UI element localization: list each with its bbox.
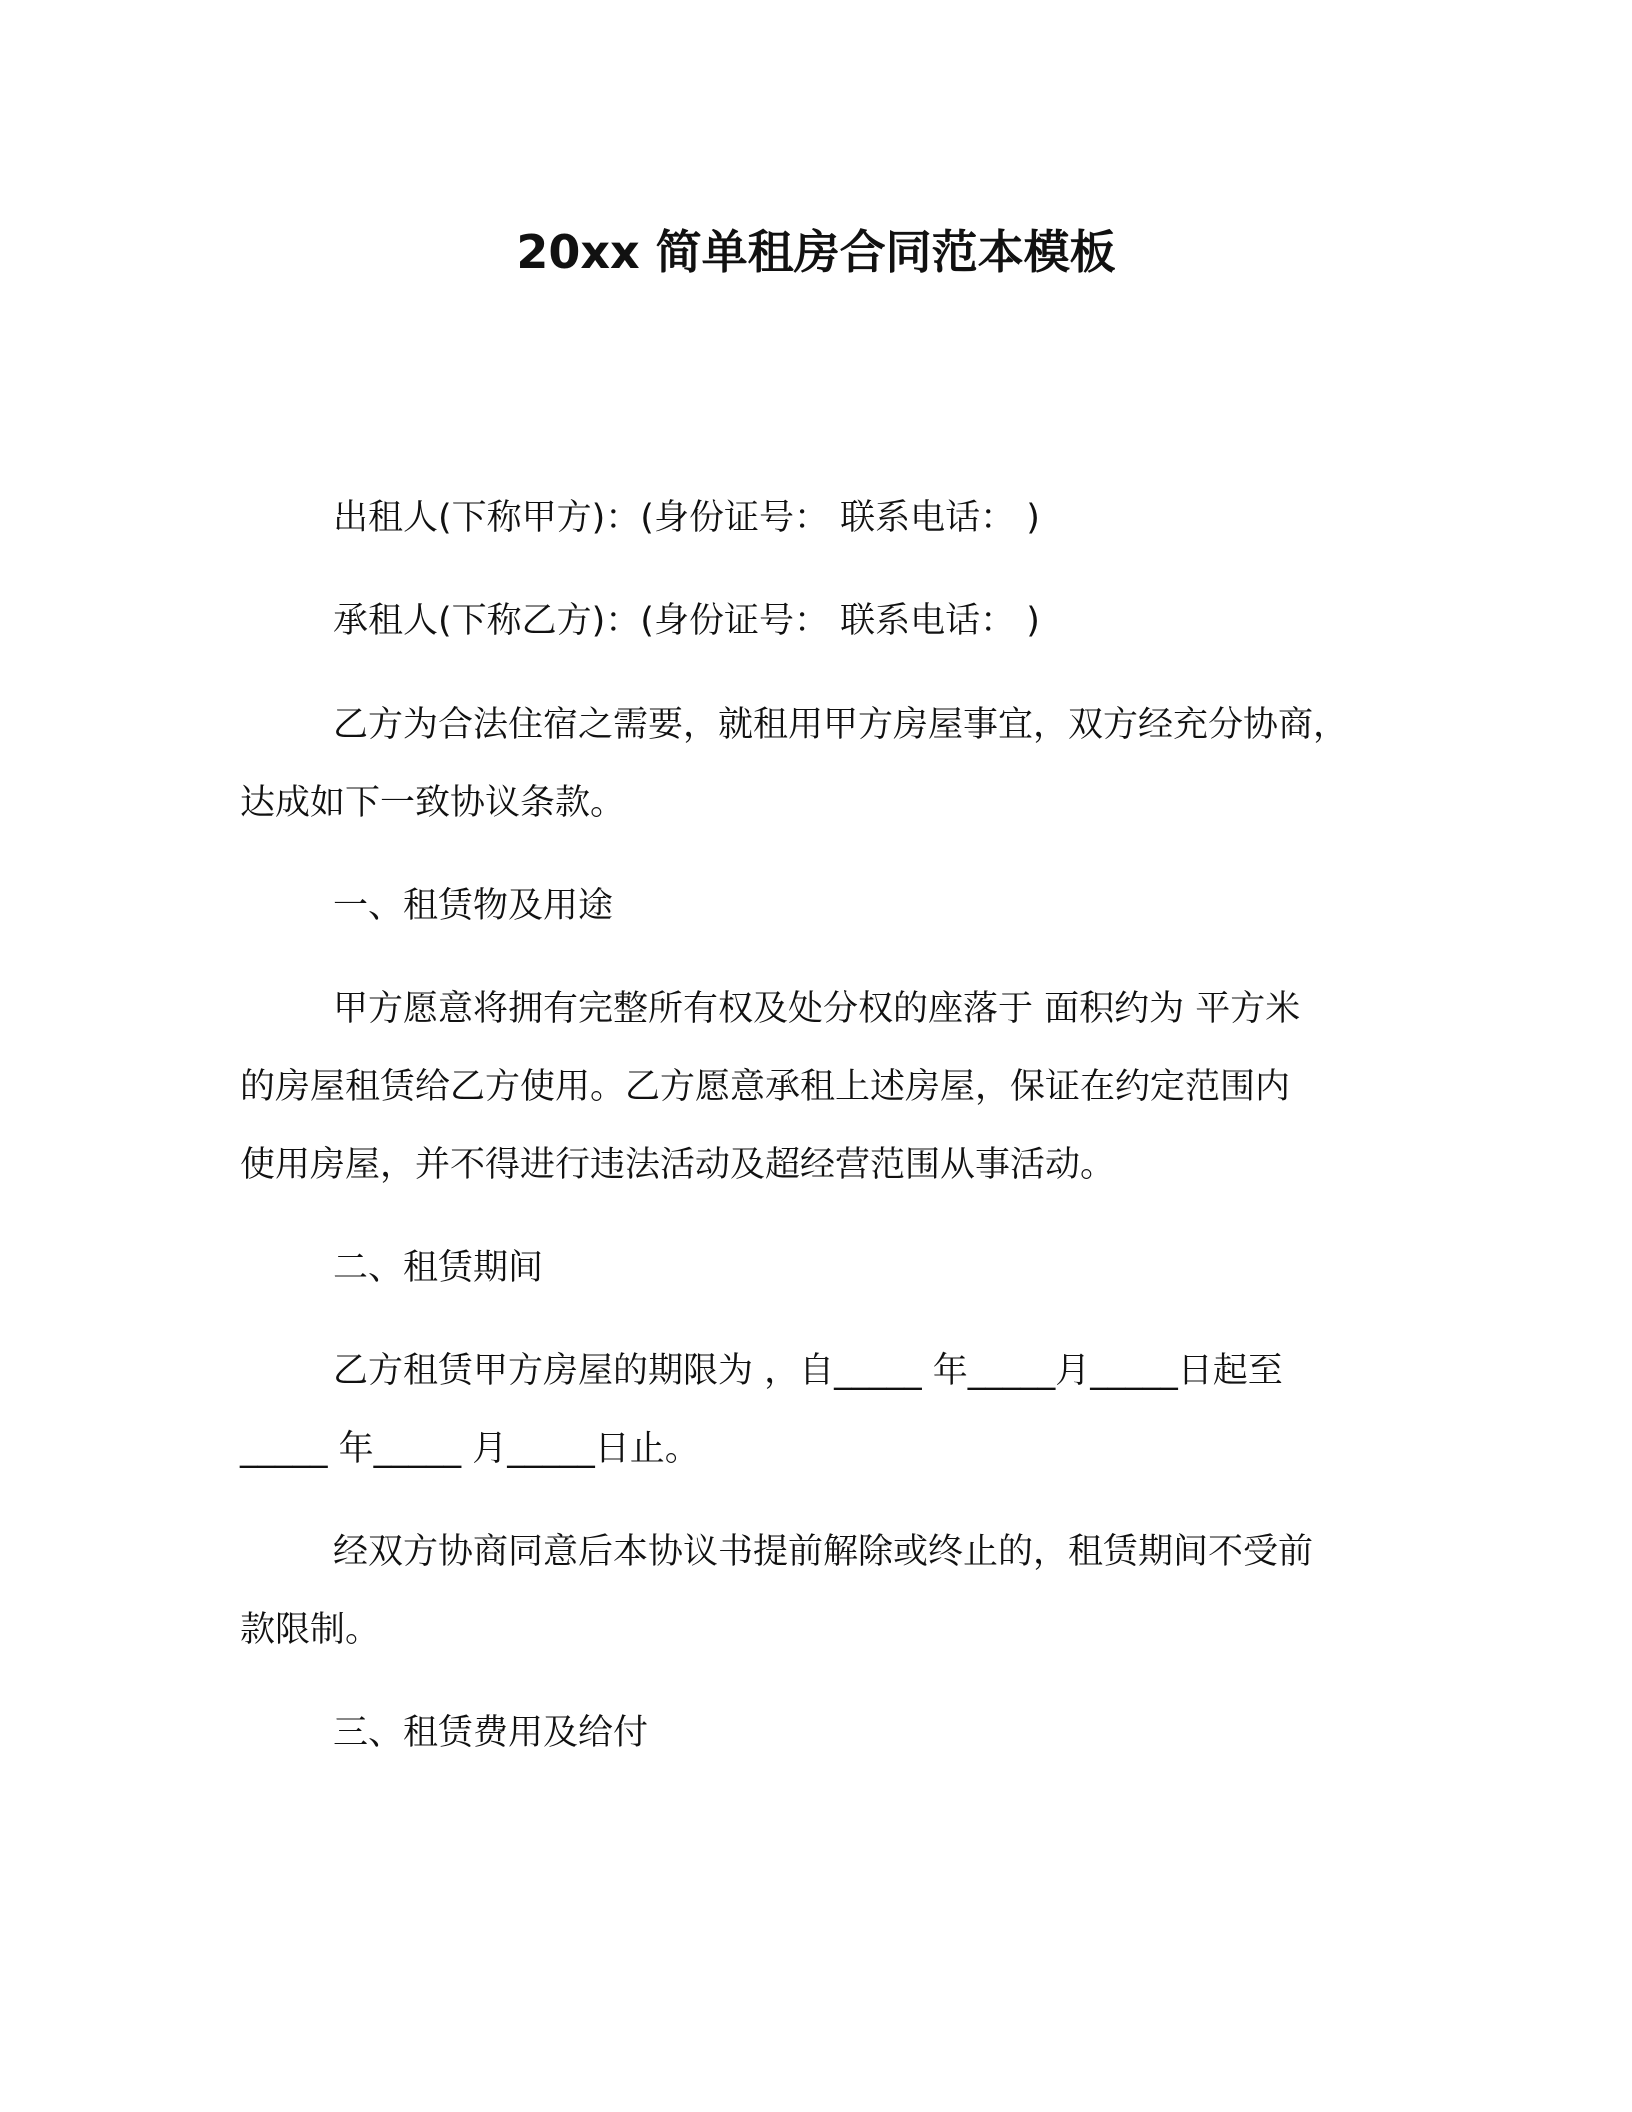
section-1-line-2: 的房屋租赁给乙方使用。乙方愿意承租上述房屋，保证在约定范围内: [240, 1067, 1291, 1107]
lessee-line: 承租人(下称乙方)：(身份证号： 联系电话： ): [333, 601, 1040, 641]
intro-paragraph-line-2: 达成如下一致协议条款。: [240, 783, 626, 823]
lessor-line: 出租人(下称甲方)：(身份证号： 联系电话： ): [333, 498, 1040, 538]
section-2-line-1: 乙方租赁甲方房屋的期限为 ，自_____ 年_____月_____日起至: [333, 1351, 1283, 1391]
document-title: 20xx 简单租房合同范本模板: [516, 225, 1116, 279]
section-1-line-1: 甲方愿意将拥有完整所有权及处分权的座落于 面积约为 平方米: [333, 989, 1301, 1029]
section-2-note-line-1: 经双方协商同意后本协议书提前解除或终止的，租赁期间不受前: [333, 1532, 1314, 1572]
section-2-line-2: _____ 年_____ 月_____日止。: [240, 1429, 700, 1469]
section-heading-1: 一、租赁物及用途: [333, 886, 614, 926]
section-2-note-line-2: 款限制。: [240, 1610, 381, 1650]
section-heading-2: 二、租赁期间: [333, 1248, 544, 1288]
section-1-line-3: 使用房屋，并不得进行违法活动及超经营范围从事活动。: [240, 1145, 1116, 1185]
intro-paragraph-line-1: 乙方为合法住宿之需要，就租用甲方房屋事宜，双方经充分协商，: [333, 705, 1349, 745]
section-heading-3: 三、租赁费用及给付: [333, 1713, 649, 1753]
